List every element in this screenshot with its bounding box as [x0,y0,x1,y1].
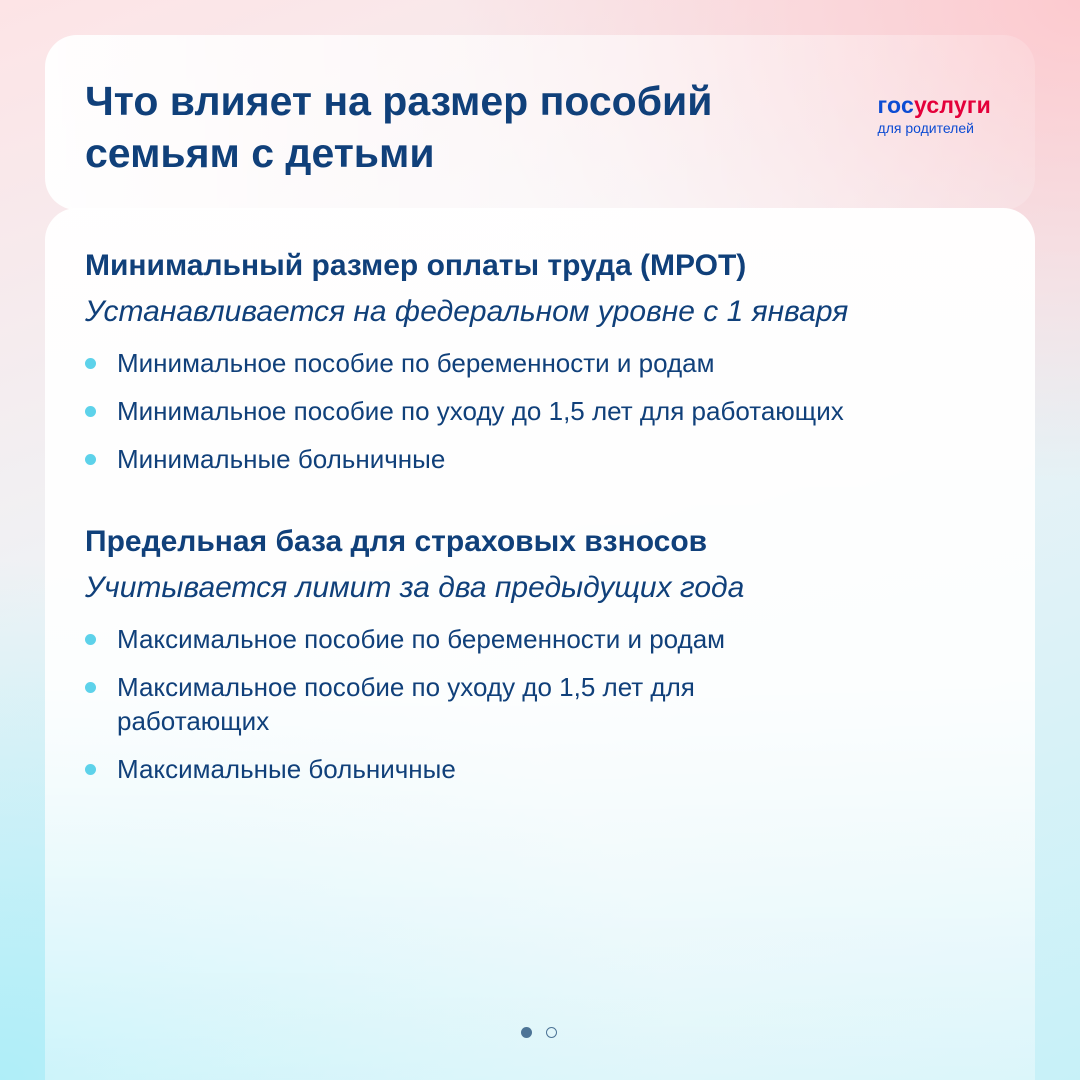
bullet-dot-icon [85,634,96,645]
gosuslugi-logo [878,93,991,137]
bullet-dot-icon [85,682,96,693]
section-title: Минимальный размер оплаты труда (МРОТ) [85,249,747,282]
list-item [85,622,1005,656]
carousel-pager [521,1027,557,1038]
list-item [85,752,1005,786]
pager-dot-active[interactable] [521,1027,532,1038]
logo-wordmark [878,93,991,117]
page-title: Что влияет на размер пособий семьям с детьми [85,78,713,176]
logo-wordmark-part-b: услуги [913,92,991,118]
list-item-text: Максимальное пособие по беременности и родам [117,624,726,654]
section-title: Предельная база для страховых взносов [85,525,708,558]
section-mrot [85,246,1005,490]
bullet-list [85,346,1005,476]
section-subtitle: Устанавливается на федеральном уровне с 1 января [85,295,849,328]
content-card [45,208,1035,1080]
list-item-text: Минимальные больничные [117,444,446,474]
section-subtitle: Учитывается лимит за два предыдущих года [85,571,745,604]
header-card [45,35,1035,210]
bullet-dot-icon [85,406,96,417]
section-insurance-base [85,522,1005,800]
list-item [85,394,1005,428]
logo-wordmark-part-a: гос [877,92,914,118]
list-item-text: Максимальное пособие по уходу до 1,5 лет для работающих [117,672,695,736]
bullet-dot-icon [85,764,96,775]
list-item [85,670,757,738]
list-item-text: Максимальные больничные [117,754,456,784]
logo-subtitle: для родителей [877,120,974,136]
bullet-dot-icon [85,358,96,369]
list-item [85,346,1005,380]
list-item [85,442,1005,476]
pager-dot-inactive[interactable] [546,1027,557,1038]
list-item-text: Минимальное пособие по уходу до 1,5 лет для работающих [117,396,844,426]
bullet-dot-icon [85,454,96,465]
bullet-list [85,622,1005,786]
list-item-text: Минимальное пособие по беременности и родам [117,348,715,378]
